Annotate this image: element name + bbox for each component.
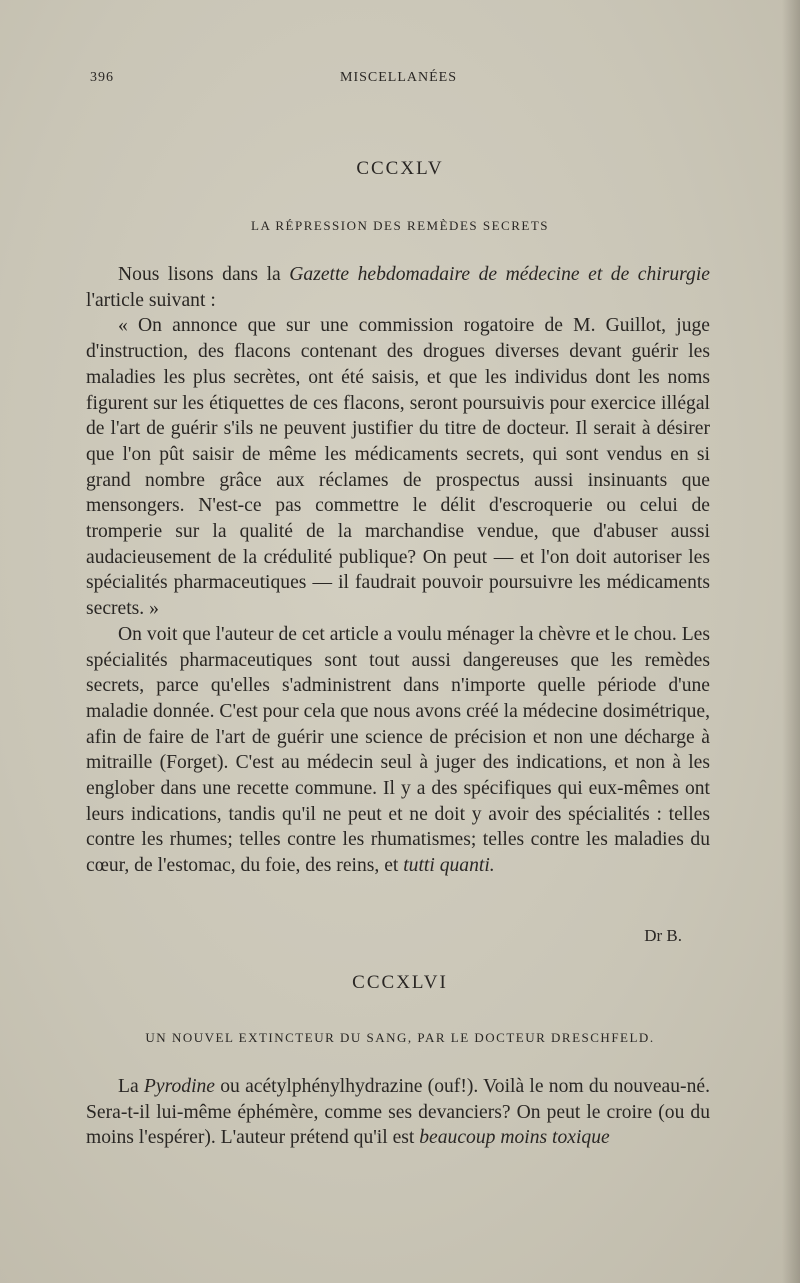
section-2-body [86,1074,710,1151]
intro-text-a: Nous lisons dans la [118,264,290,285]
para-text-a: La [118,1076,144,1097]
commentary-text: On voit que l'auteur de cet article a voulu ménager la chèvre et le chou. Les spécialités pharmaceutiques sont tout aussi dangereuses que les remèdes secrets, parce qu'elles s'administrent dans n'importe quelle période d'une maladie donnée. C'est pour cela que nous avons créé la médecine dosimétrique, afin de faire de l'art de guérir une science de précision et non une décharge à mitraille (Forget). C'est au médecin seul à juger des indications, et non à les englober dans une recette commune. Il y a des spécifiques qui eux-mêmes ont leurs indications, tandis qu'il ne peut et ne doit y avoir des spécialités : telles contre les rhumes; telles contre les rhumatismes; telles contre les maladies du cœur, de l'estomac, du foie, des reins, et [86,623,710,877]
para-text-b: ou acétylphénylhydrazine (ouf!). Voilà le nom du nouveau-né. Sera-t-il lui-même éphémère, comme ses devanciers? On peut le croire (ou du moins l'espérer). L'auteur prétend qu'il est [86,1076,710,1149]
signature: Dr B. [644,926,682,945]
section-title-2: UN NOUVEL EXTINCTEUR DU SANG, PAR LE DOCTEUR DRESCHFELD. [145,1030,655,1045]
section-1-body [86,262,710,879]
intro-text-b: l'article suivant : [86,289,216,311]
commentary-italic: tutti quanti. [403,855,495,877]
drug-name: Pyrodine [143,1076,216,1097]
commentary-paragraph [86,622,710,879]
page-header [90,70,710,94]
journal-title: Gazette hebdomadaire de médecine et de chirurgie [289,264,710,285]
section-title-1: LA RÉPRESSION DES REMÈDES SECRETS [251,218,549,233]
page-number: 396 [90,70,114,85]
section-2-paragraph [86,1074,710,1151]
quote-paragraph: « On annonce que sur une commission rogatoire de M. Guillot, juge d'instruction, des flacons contenant des drogues diverses devant guérir les maladies les plus secrètes, ont été saisis, et que les individus dont les noms figurent sur les étiquettes de ces flacons, seront poursuivis pour exercice illégal de l'art de guérir s'ils ne peuvent justifier du titre de docteur. Il serait à désirer que l'on pût saisir de même les médicaments secrets, qui sont vendus en si grand nombre grâce aux réclames de prospectus aussi insinuants que mensongers. N'est-ce pas commettre le délit d'escroquerie ou celui de tromperie sur la qualité de la marchandise vendue, que d'abuser aussi audacieusement de la crédulité publique? On peut — et l'on doit autoriser les spécialités pharmaceutiques — il faudrait pouvoir poursuivre les médicaments secrets. » [86,315,710,620]
running-head: MISCELLANÉES [340,70,457,85]
para-italic: beaucoup moins toxique [419,1127,610,1149]
page-edge-shadow [782,0,800,1283]
intro-paragraph [86,262,710,313]
section-number-1: CCCXLV [356,158,444,179]
section-number-2: CCCXLVI [352,972,448,993]
